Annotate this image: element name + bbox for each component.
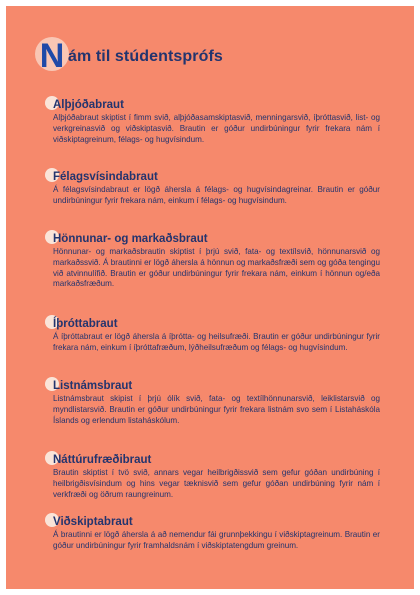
section-body: Á íþróttabraut er lögð áhersla á íþrótta- og heilsufræði. Brautin er góður undirbúningur fyrir frekara nám, einkum í íþróttafræðum, lýðheilsufræðum og félags- og hugvísindum.	[53, 332, 380, 352]
section-heading: Viðskiptabraut	[49, 516, 380, 529]
title-text: ám til stúdentsprófs	[68, 48, 223, 65]
section-althjodabraut	[53, 99, 380, 145]
brochure-page	[6, 6, 414, 589]
section-ithrottabraut	[53, 318, 380, 354]
page-title	[34, 36, 404, 76]
section-body: Brautin skiptist í tvö svið, annars vegar heilbrigðissvið sem gefur góðan undirbúning í heilbrigðisvísindum og hins vegar tæknisvið sem gefur góðan undirbúning fyrir nám í verkfræði og öðrum raungreinum.	[53, 468, 380, 499]
section-heading: Félagsvísindabraut	[49, 171, 380, 184]
section-body: Alþjóðabraut skiptist í fimm svið, alþjóðasamskiptasvið, menningarsvið, íþróttasvið, list- og verkgreinasvið og viðskiptasvið. Brautin er góður undirbúningur fyrir frekara nám í viðskiptagreinum, félags- og hugvísindum.	[53, 113, 380, 144]
section-heading: Alþjóðabraut	[49, 99, 380, 112]
title-initial-badge	[34, 36, 70, 72]
section-felagsvisindabraut	[53, 171, 380, 207]
title-initial: N	[39, 37, 65, 72]
section-heading: Íþróttabraut	[49, 318, 380, 331]
section-body: Á brautinni er lögð áhersla á að nemendur fái grunnþekkingu í viðskiptagreinum. Brautin er góður undirbúningur fyrir framhaldsnám í viðskiptatengdum greinum.	[53, 530, 380, 550]
section-heading: Náttúrufræðibraut	[49, 454, 380, 467]
section-heading: Hönnunar- og markaðsbraut	[49, 233, 380, 246]
section-natturufraedibraut	[53, 454, 380, 500]
section-listnamsbraut	[53, 380, 380, 426]
section-honnunar-markadsbraut	[53, 233, 380, 290]
section-body: Á félagsvísindabraut er lögð áhersla á félags- og hugvísindagreinar. Brautin er góður undirbúningur fyrir frekara nám, einkum í félags- og hugvísindum.	[53, 185, 380, 205]
section-heading: Listnámsbraut	[49, 380, 380, 393]
section-body: Listnámsbraut skipist í þrjú ólík svið, fata- og textílhönnunarsvið, leiklistarsvið og myndlistarsvið. Brautin er góður undirbúningur fyrir frekara listnám svo sem í Listaháskóla Íslands og erlendum listaháskólum.	[53, 394, 380, 425]
section-vidskiptabraut	[53, 516, 380, 552]
section-body: Hönnunar- og markaðsbrautin skiptist í þrjú svið, fata- og textílsvið, hönnunarsvið og markaðssvið. Á brautinni er lögð áhersla á hönnun og markaðsfræði sem og góða tengingu við atvinnulífið. Brautin er góður undirbúningur fyrir frekara nám, einkum í hönnun og/eða markaðsfræðum.	[53, 247, 380, 289]
